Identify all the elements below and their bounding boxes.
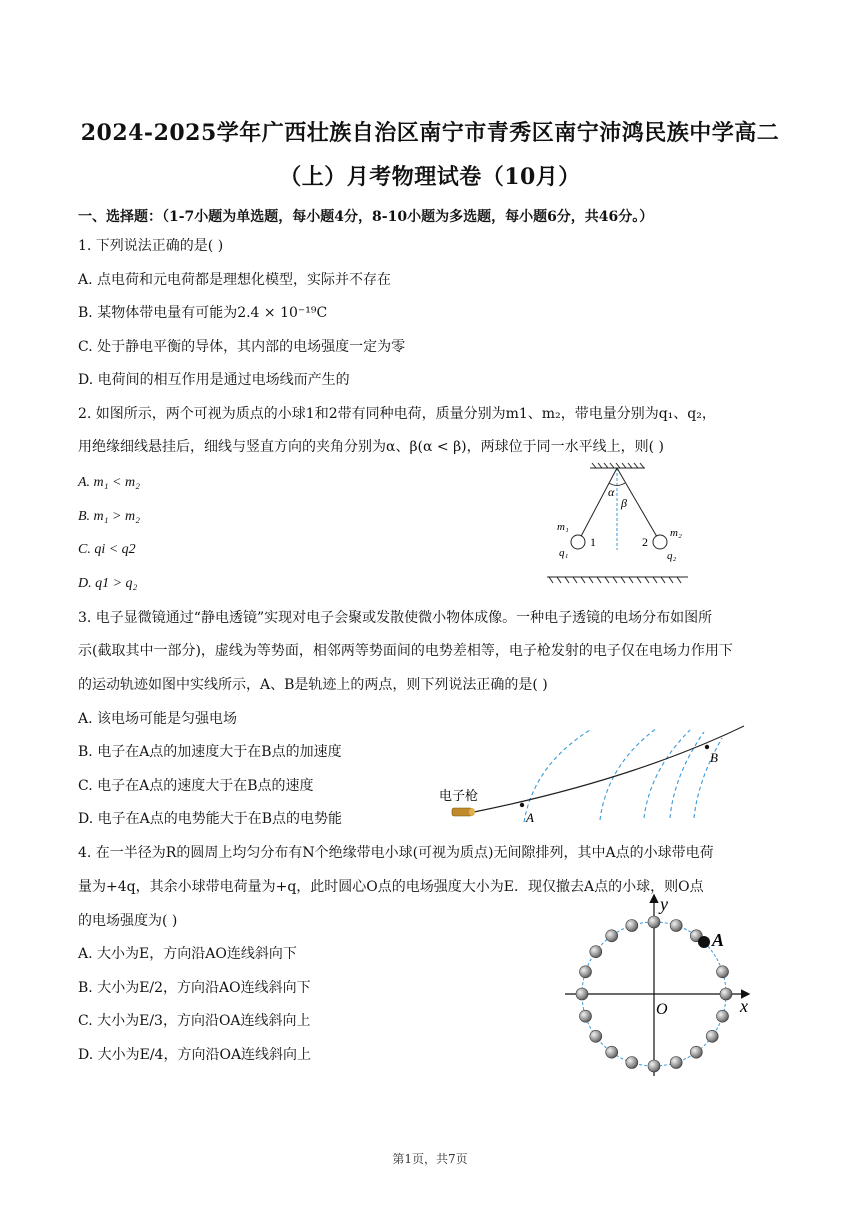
charged-ball — [717, 966, 729, 978]
ring-of-charges-figure — [560, 890, 760, 1080]
point-b-label: B — [710, 750, 718, 765]
exam-title-line2: （上）月考物理试卷（10月） — [279, 164, 581, 190]
charged-ball — [648, 916, 660, 928]
q3-stem-line3: 的运动轨迹如图中实线所示，A、B是轨迹上的两点，则下列说法正确的是( ) — [78, 677, 548, 693]
point-a-dot — [520, 803, 524, 807]
exam-title-line1: 2024-2025学年广西壮族自治区南宁市青秀区南宁沛鸿民族中学高二 — [80, 120, 780, 146]
ball-2 — [653, 535, 667, 549]
charged-ball — [670, 1057, 682, 1069]
beta-label: β — [621, 496, 627, 510]
q2-stem-line2: 用绝缘细线悬挂后，细线与竖直方向的夹角分别为α、β(α < β)，两球位于同一水平线上，则( ) — [78, 439, 665, 455]
q3-option-a: A. 该电场可能是匀强电场 — [78, 711, 238, 727]
origin-label: O — [656, 1001, 668, 1018]
charged-ball — [690, 1046, 702, 1058]
electron-trajectory — [474, 726, 744, 812]
q2-option-c: C. qi < q2 — [78, 542, 136, 557]
string-1 — [578, 468, 617, 542]
q3-option-b: B. 电子在A点的加速度大于在B点的加速度 — [78, 744, 342, 760]
point-b-dot — [705, 745, 709, 749]
y-axis-label: y — [660, 894, 668, 914]
ball-1-number: 1 — [590, 535, 596, 549]
charged-ball — [626, 920, 638, 932]
electron-gun-icon — [452, 808, 475, 816]
q4-option-b: B. 大小为E/2，方向沿AO连线斜向下 — [78, 980, 311, 996]
q2-option-d: D. q1 > q₂ — [78, 576, 138, 591]
ball-2-number: 2 — [642, 535, 648, 549]
q3-stem-line2: 示(截取其中一部分)，虚线为等势面，相邻两等势面间的电势差相等，电子枪发射的电子仅在电场力作用下 — [78, 643, 733, 659]
floor-hatch — [547, 577, 688, 583]
q4-stem-line3: 的电场强度为( ) — [78, 913, 178, 929]
electron-gun-label: 电子枪 — [439, 789, 479, 804]
q1-stem: 1. 下列说法正确的是( ) — [78, 238, 224, 254]
q4-stem-line2: 量为+4q，其余小球带电荷量为+q，此时圆心O点的电场强度大小为E．现仅撤去A点的小球，则O点 — [78, 879, 704, 895]
charged-ball — [606, 1046, 618, 1058]
ball-1 — [571, 535, 585, 549]
electrostatic-lens-figure — [432, 720, 752, 832]
q2-option-a: A. m₁ < m₂ — [78, 475, 140, 490]
q1-option-a: A. 点电荷和元电荷都是理想化模型，实际并不存在 — [78, 272, 392, 288]
q1-option-b: B. 某物体带电量有可能为2.4 × 10⁻¹⁹C — [78, 305, 328, 321]
charged-ball — [590, 1030, 602, 1042]
charged-ball — [706, 1030, 718, 1042]
q1-label: q₁ — [559, 547, 569, 559]
q4-option-a: A. 大小为E，方向沿AO连线斜向下 — [78, 946, 297, 962]
charged-ball — [670, 920, 682, 932]
x-axis-label: x — [740, 996, 748, 1016]
alpha-label: α — [608, 485, 615, 499]
q4-stem-line1: 4. 在一半径为R的圆周上均匀分布有N个绝缘带电小球(可视为质点)无间隙排列，其中A点的小球带电荷 — [78, 845, 714, 861]
q2-stem-line1: 2. 如图所示，两个可视为质点的小球1和2带有同种电荷，质量分别为m1、m₂，带电量分别为q₁、q₂， — [78, 406, 716, 422]
charged-ball — [580, 1010, 592, 1022]
q3-stem-line1: 3. 电子显微镜通过“静电透镜”实现对电子会聚或发散使微小物体成像。一种电子透镜的电场分布如图所 — [78, 610, 713, 626]
charged-ball — [576, 988, 588, 1000]
charged-ball — [580, 966, 592, 978]
point-a-label: A — [712, 930, 725, 950]
charged-ball — [590, 946, 602, 958]
pendulum-figure — [545, 460, 690, 588]
point-a-ball — [698, 936, 710, 948]
q3-option-d: D. 电子在A点的电势能大于在B点的电势能 — [78, 811, 343, 827]
m1-label: m₁ — [557, 521, 569, 533]
charged-ball — [606, 930, 618, 942]
section-heading: 一、选择题：（1-7小题为单选题，每小题4分，8-10小题为多选题，每小题6分，共46分。） — [78, 209, 654, 225]
q2-option-b: B. m₁ > m₂ — [78, 509, 140, 524]
q4-option-c: C. 大小为E/3，方向沿OA连线斜向上 — [78, 1013, 311, 1029]
ceiling-hatch — [590, 463, 645, 468]
point-a-label: A — [526, 810, 534, 825]
charged-ball — [626, 1057, 638, 1069]
page-footer: 第1页，共7页 — [392, 1152, 468, 1166]
q2-label: q₂ — [667, 550, 677, 562]
q3-option-c: C. 电子在A点的速度大于在B点的速度 — [78, 778, 314, 794]
q4-option-d: D. 大小为E/4，方向沿OA连线斜向上 — [78, 1047, 312, 1063]
q1-option-d: D. 电荷间的相互作用是通过电场线而产生的 — [78, 372, 350, 388]
m2-label: m₂ — [670, 527, 682, 539]
charged-ball — [720, 988, 732, 1000]
charged-ball — [648, 1060, 660, 1072]
equipotential-surfaces — [524, 728, 722, 822]
charged-ball — [717, 1010, 729, 1022]
q1-option-c: C. 处于静电平衡的导体，其内部的电场强度一定为零 — [78, 339, 406, 355]
